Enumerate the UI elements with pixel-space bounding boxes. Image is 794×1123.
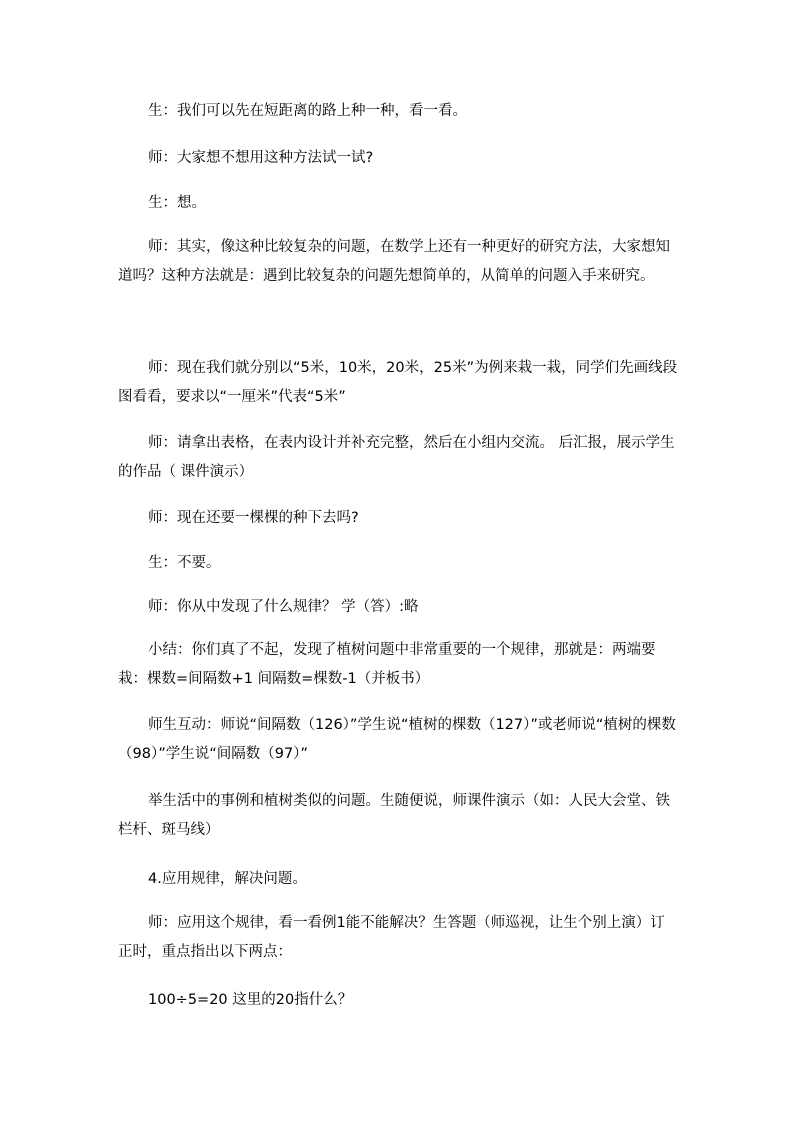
paragraph-9: 师：你从中发现了什么规律？ 学（答）:略	[148, 599, 419, 615]
paragraph-7: 师：现在还要一棵棵的种下去吗?	[148, 510, 359, 526]
paragraph-2: 师：大家想不想用这种方法试一试?	[148, 150, 374, 166]
paragraph-1: 生：我们可以先在短距离的路上种一种，看一看。	[148, 103, 467, 119]
paragraph-3: 生：想。	[148, 195, 206, 211]
paragraph-6: 师：请拿出表格，在表内设计并补充完整，然后在小组内交流。 后汇报，展示学生的作品（ 课件演示）	[118, 435, 675, 480]
paragraph-10: 小结：你们真了不起，发现了植树问题中非常重要的一个规律，那就是：两端要栽：棵数=间隔数+1 间隔数=棵数-1（并板书）	[118, 642, 656, 687]
paragraph-11: 师生互动：师说“间隔数（126）”学生说“植树的棵数（127）”或老师说“植树的棵数（98）”学生说“间隔数（97）”	[118, 717, 676, 762]
paragraph-14: 师：应用这个规律，看一看例1能不能解决？生答题（师巡视，让生个别上演）订正时，重点指出以下两点：	[118, 915, 665, 960]
paragraph-13: 4.应用规律，解决问题。	[148, 871, 307, 887]
paragraph-4: 师：其实，像这种比较复杂的问题，在数学上还有一种更好的研究方法，大家想知道吗？这种方法就是：遇到比较复杂的问题先想简单的，从简单的问题入手来研究。	[118, 239, 670, 284]
paragraph-5: 师：现在我们就分别以“5米，10米，20米，25米”为例来栽一栽，同学们先画线段图看看，要求以“一厘米”代表“5米”	[118, 360, 678, 405]
paragraph-8: 生：不要。	[148, 555, 221, 571]
paragraph-12: 举生活中的事例和植树类似的问题。生随便说，师课件演示（如：人民大会堂、铁栏杆、斑马线）	[118, 793, 670, 838]
paragraph-15: 100÷5=20 这里的20指什么？	[148, 992, 353, 1008]
